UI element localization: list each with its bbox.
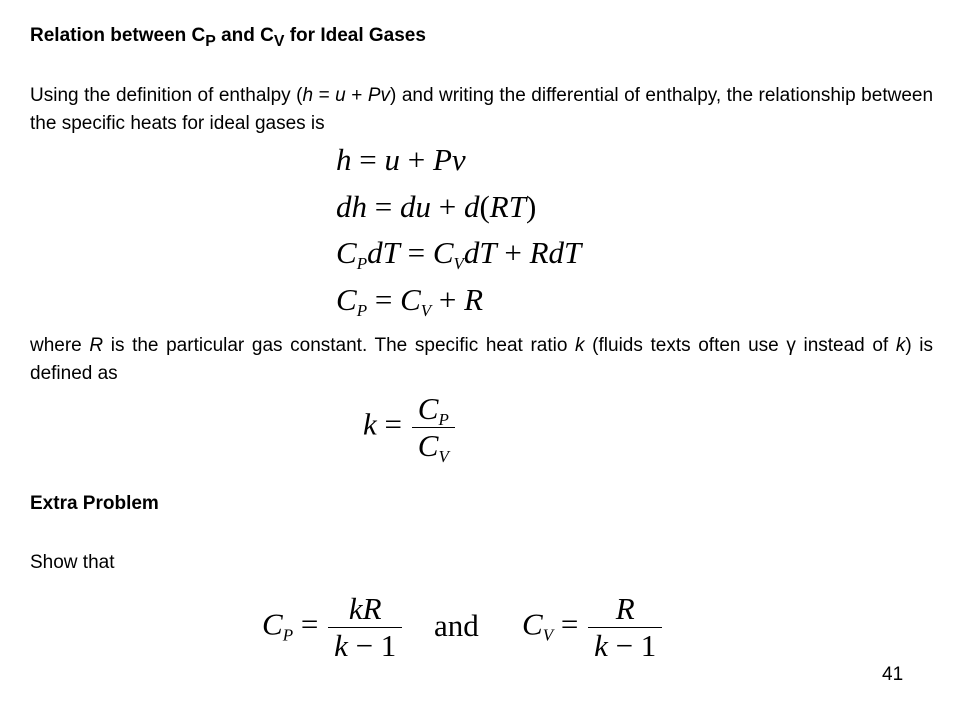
- equation-specific-heat-differential: $C_PdT = C_VdT$ + RdT: [336, 235, 582, 273]
- gas-constant-paragraph: where R is the particular gas constant. The specific heat ratio k (fluids texts often use γ instead of k) is defined as: [30, 335, 934, 384]
- page-number: 41: [882, 664, 904, 685]
- equation-enthalpy-differential: dh = du + d(RT): [336, 189, 537, 224]
- section-heading: Relation between $C_P$ and $C_V$ for Ideal Gases: [30, 25, 426, 50]
- equation-specific-heat-ratio: k = $\frac{C_P}{C_V}$: [363, 391, 457, 463]
- gamma-symbol: γ: [786, 335, 796, 356]
- equation-cv-expression: $C_V$ = $\frac{R}{k - 1}$: [522, 591, 664, 663]
- equation-enthalpy-definition: h = u + Pv: [336, 142, 466, 177]
- equation-cp-expression: $C_P$ = $\frac{kR}{k - 1}$: [262, 591, 404, 663]
- show-that-text: Show that: [30, 552, 115, 573]
- heading-subscript-p: P: [205, 32, 216, 50]
- extra-problem-heading: Extra Problem: [30, 493, 159, 514]
- heading-subscript-v: V: [273, 32, 285, 50]
- enthalpy-paragraph: Using the definition of enthalpy (h = u + Pv) and writing the differential of enthalpy, the relationship between the specific heats for ideal gases is: [30, 85, 934, 134]
- equation-specific-heat-relation: $C_P = C_V + R$: [336, 282, 484, 320]
- and-connector: and: [434, 608, 479, 643]
